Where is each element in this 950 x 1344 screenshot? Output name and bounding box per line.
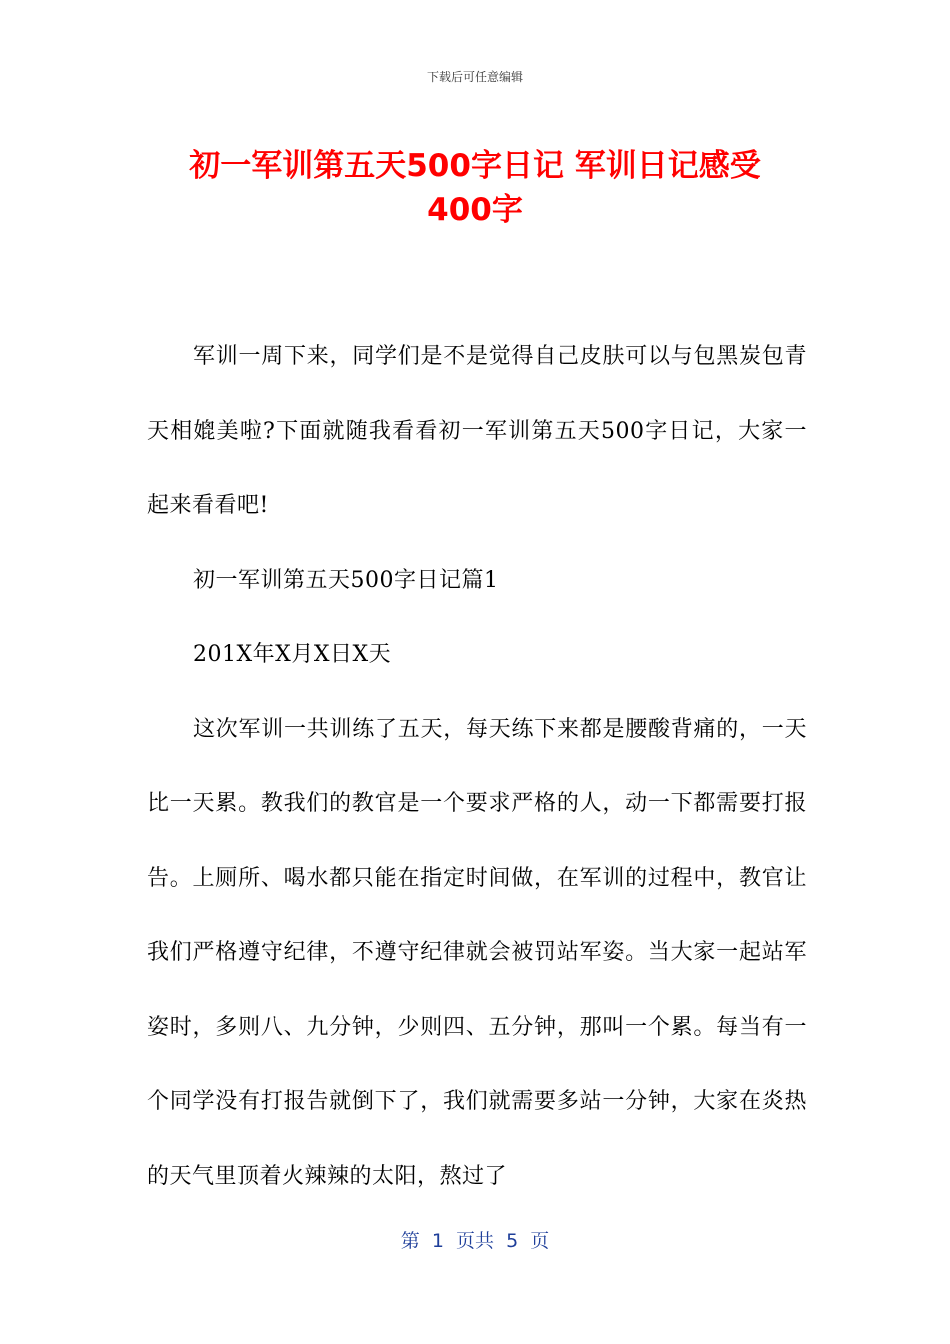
- document-title: [140, 144, 810, 232]
- title-line-2: 400字: [427, 192, 523, 228]
- header-note: 下载后可任意编辑: [426, 70, 523, 84]
- paragraph-diary-body: 这次军训一共训练了五天，每天练下来都是腰酸背痛的，一天比一天累。教我们的教官是一个要求严格的人，动一下都需要打报告。上厕所、喝水都只能在指定时间做，在军训的过程中，教官让我们严格遵守纪律，不遵守纪律就会被罚站军姿。当大家一起站军姿时，多则八、九分钟，少则四、五分钟，那叫一个累。每当有一个同学没有打报告就倒下了，我们就需要多站一分钟，大家在炎热的天气里顶着火辣辣的太阳，熬过了: [147, 716, 807, 1189]
- paragraph-date: 201X年X月X日X天: [193, 642, 392, 667]
- document-body: [147, 320, 807, 1214]
- paragraph-intro: 军训一周下来，同学们是不是觉得自己皮肤可以与包黑炭包青天相媲美啦?下面就随我看看初一军训第五天500字日记，大家一起来看看吧!: [147, 344, 807, 518]
- page-number-footer: 第 1 页共 5 页: [400, 1230, 550, 1252]
- title-line-1: 初一军训第五天500字日记 军训日记感受: [189, 148, 761, 184]
- paragraph-section-heading: 初一军训第五天500字日记篇1: [193, 567, 499, 593]
